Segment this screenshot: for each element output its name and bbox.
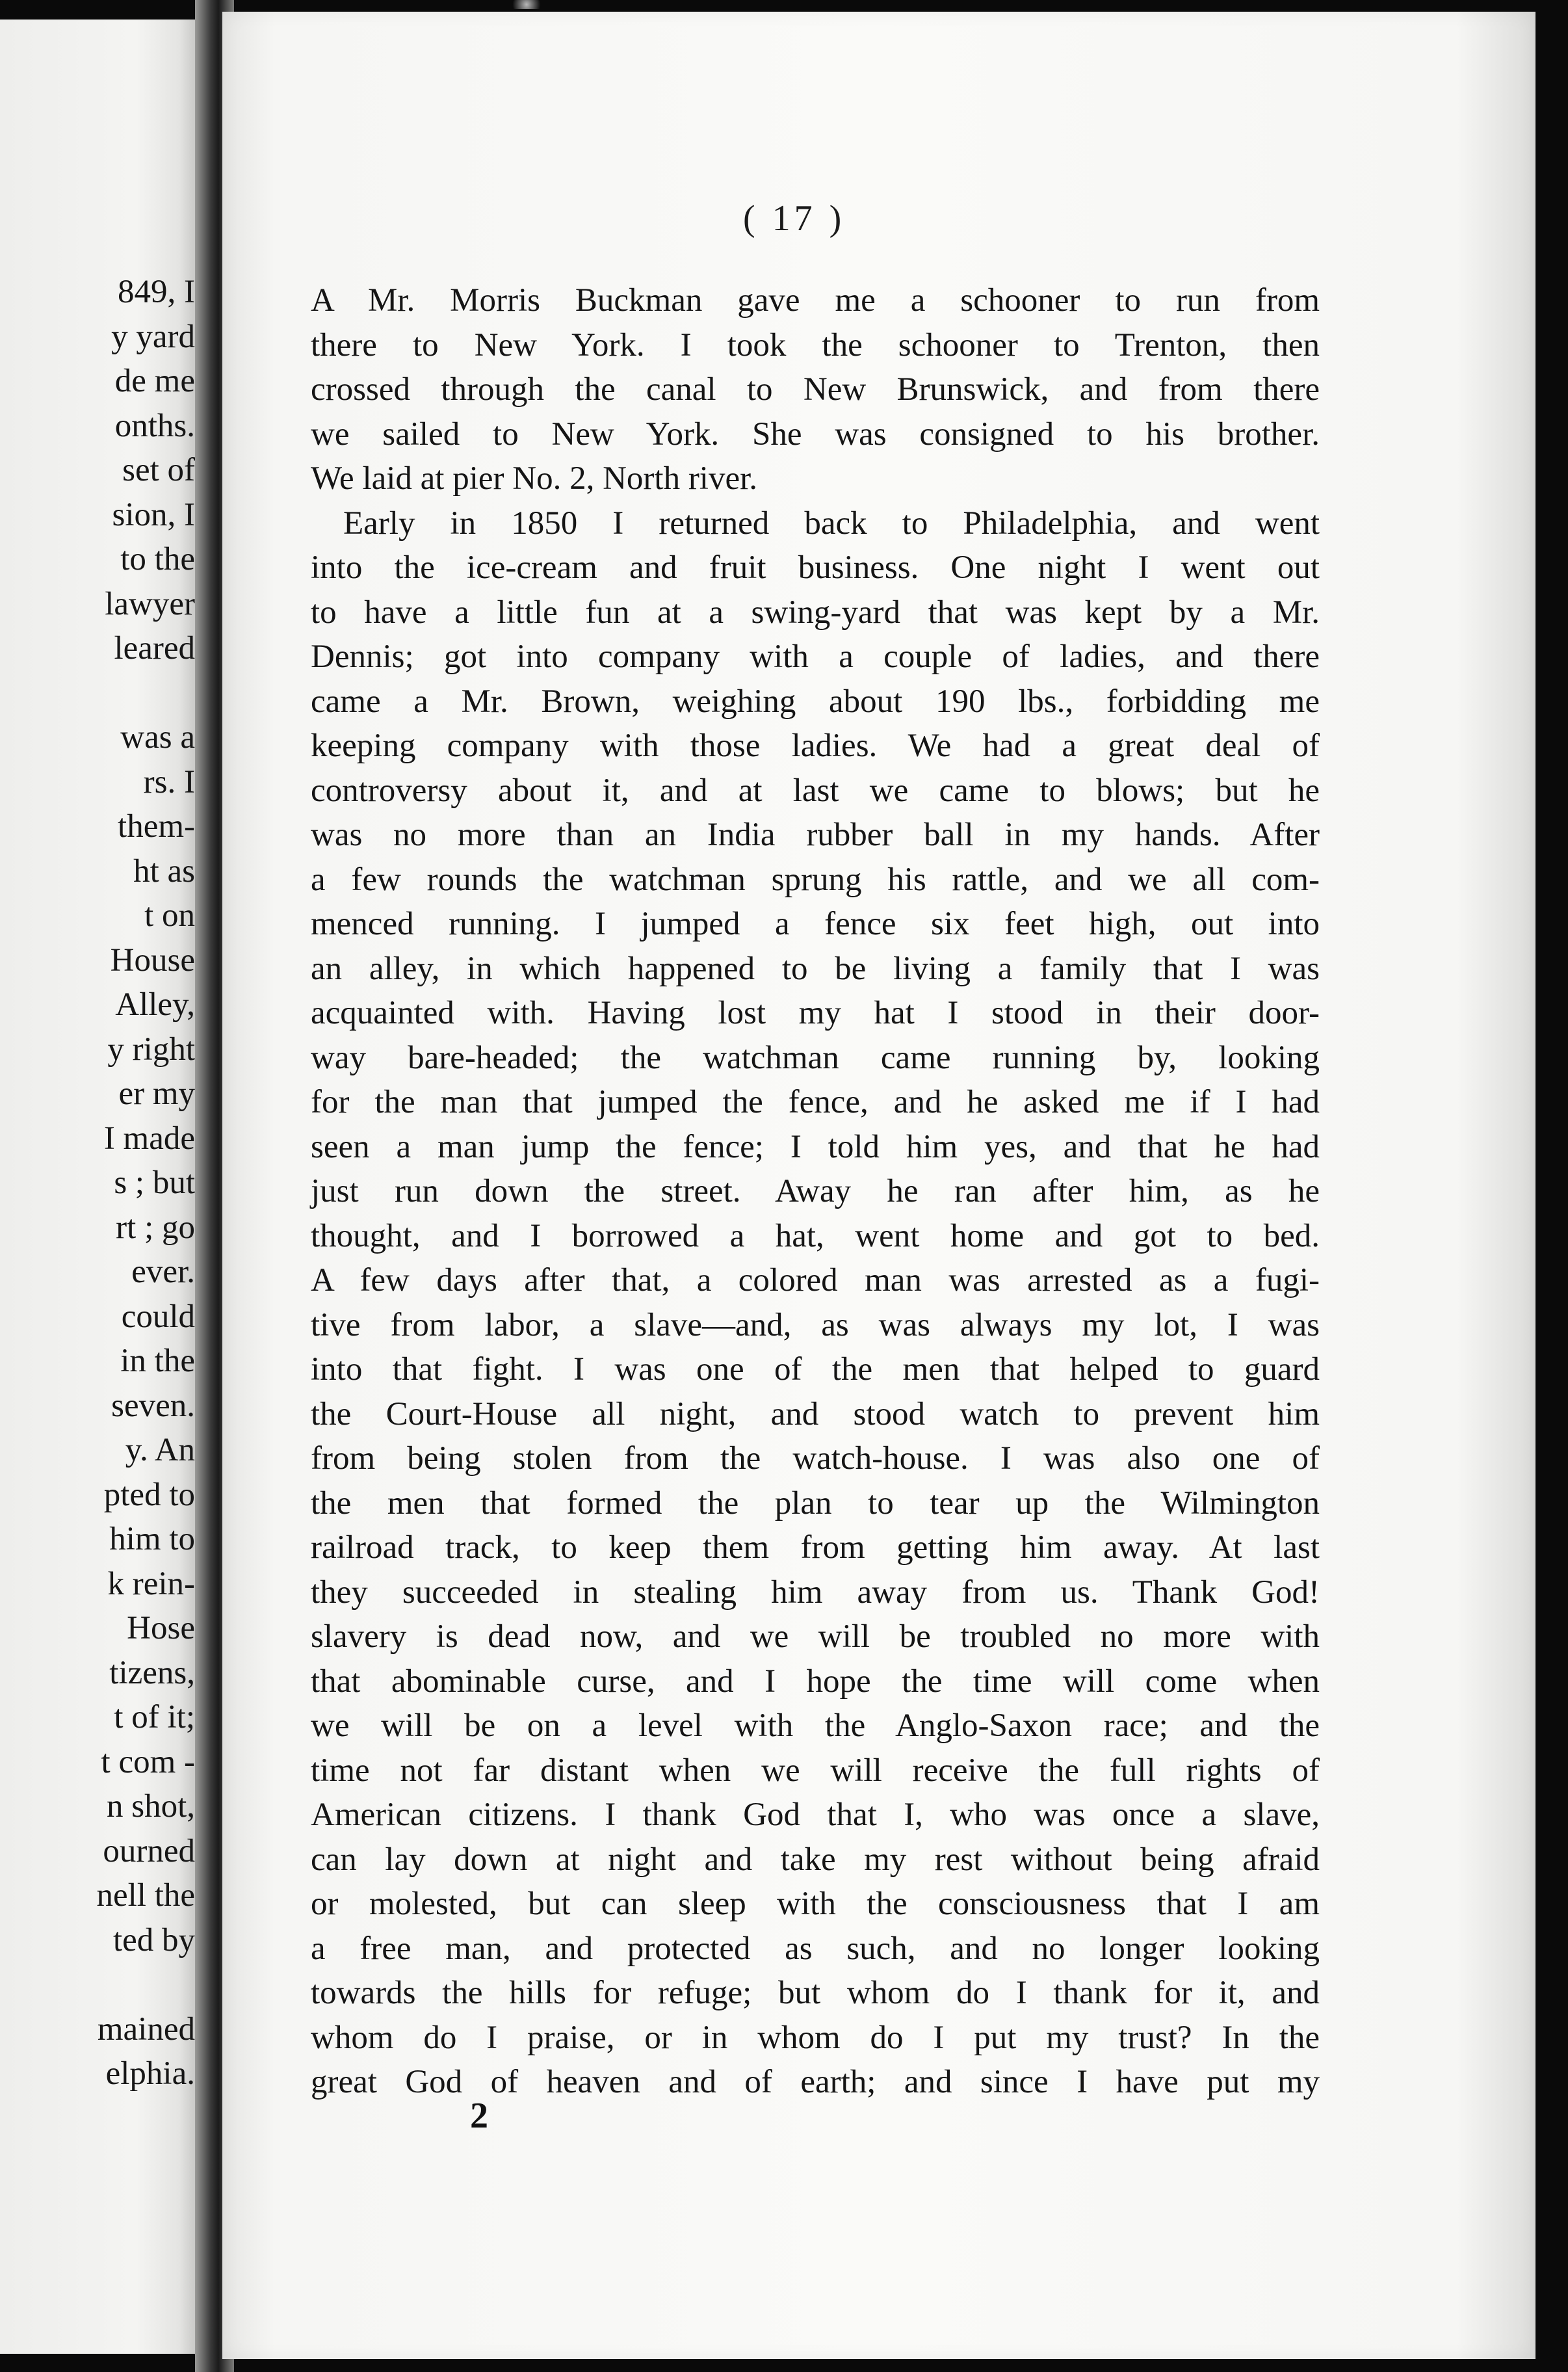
previous-page-line: t of it; (114, 1699, 195, 1735)
body-line: way bare-headed; the watchman came running by, looking (311, 1039, 1320, 1076)
body-line: tive from labor, a slave—and, as was always my lot, I was (311, 1306, 1320, 1343)
body-line: into the ice-cream and fruit business. One night I went out (311, 549, 1320, 586)
body-line: for the man that jumped the fence, and he asked me if I had (311, 1084, 1320, 1120)
body-line: that abominable curse, and I hope the time will come when (311, 1663, 1320, 1700)
body-line: the Court-House all night, and stood watch to prevent him (311, 1395, 1320, 1432)
previous-page-line: was a (120, 719, 195, 756)
body-line: a free man, and protected as such, and no longer looking (311, 1930, 1320, 1967)
previous-page-line: set of (122, 452, 195, 488)
body-line: there to New York. I took the schooner to Trenton, then (311, 326, 1320, 363)
body-line: Dennis; got into company with a couple of ladies, and there (311, 639, 1320, 675)
previous-page-line: them- (118, 808, 195, 845)
previous-page-line: 849, I (118, 274, 195, 310)
previous-page-line: ourned (103, 1832, 195, 1869)
previous-page-line: leared (114, 630, 195, 666)
body-line: acquainted with. Having lost my hat I stood in their door- (311, 995, 1320, 1031)
body-line: we will be on a level with the Anglo-Saxon race; and the (311, 1707, 1320, 1744)
previous-page-line: lawyer (105, 585, 195, 622)
previous-page-line: in the (120, 1343, 195, 1379)
body-line: an alley, in which happened to be living a family that I was (311, 950, 1320, 987)
previous-page-line: k rein- (107, 1565, 195, 1602)
previous-page-line: t on (144, 897, 195, 934)
previous-page-line: s ; but (114, 1165, 195, 1201)
previous-page-line: could (121, 1298, 195, 1335)
previous-page-line: mained (97, 2010, 195, 2048)
previous-page-line: sion, I (112, 496, 195, 533)
previous-page-line: ever. (131, 1254, 195, 1290)
body-line: to have a little fun at a swing-yard that was kept by a Mr. (311, 594, 1320, 631)
body-line: thought, and I borrowed a hat, went home and got to bed. (311, 1217, 1320, 1254)
previous-page-line: to the (120, 541, 195, 577)
previous-page-line: onths. (114, 407, 195, 444)
body-line: great God of heaven and of earth; and since I have put my (311, 2064, 1320, 2100)
previous-page-line: t com - (101, 1743, 195, 1780)
body-line: Early in 1850 I returned back to Philadelphia, and went (343, 505, 1320, 542)
page-body-text (311, 278, 1320, 2105)
previous-page-line: Hose (127, 1610, 195, 1646)
previous-page-line: n shot, (106, 1788, 195, 1825)
body-line: American citizens. I thank God that I, who was once a slave, (311, 1797, 1320, 1833)
previous-page-line: y right (107, 1031, 195, 1068)
body-line: towards the hills for refuge; but whom do I thank for it, and (311, 1975, 1320, 2011)
previous-page-text (96, 270, 195, 2096)
page-number: ( 17 ) (743, 198, 846, 239)
body-line: a few rounds the watchman sprung his rattle, and we all com- (311, 861, 1320, 898)
previous-page-line: de me (114, 363, 195, 399)
body-line: time not far distant when we will receive the full rights of (311, 1752, 1320, 1789)
body-line: crossed through the canal to New Brunswick, and from there (311, 371, 1320, 408)
body-line: can lay down at night and take my rest without being afraid (311, 1841, 1320, 1878)
body-line: just run down the street. Away he ran after him, as he (311, 1173, 1320, 1209)
body-line: We laid at pier No. 2, North river. (311, 460, 758, 497)
previous-page-line: seven. (111, 1387, 195, 1424)
previous-page-line: tizens, (109, 1654, 195, 1691)
previous-page-line: y. An (125, 1432, 195, 1468)
previous-page-line: him to (109, 1521, 195, 1557)
body-line: railroad track, to keep them from getting him away. At last (311, 1529, 1320, 1566)
body-line: we sailed to New York. She was consigned to his brother. (311, 415, 1320, 453)
scan-speck (507, 0, 546, 9)
body-line: was no more than an India rubber ball in my hands. After (311, 817, 1320, 853)
body-line: seen a man jump the fence; I told him yes, and that he had (311, 1128, 1320, 1165)
previous-page-line: ted by (112, 1921, 195, 1958)
body-line: they succeeded in stealing him away from us. Thank God! (311, 1574, 1320, 1611)
body-line: came a Mr. Brown, weighing about 190 lbs., forbidding me (311, 683, 1320, 720)
body-line: whom do I praise, or in whom do I put my trust? In the (311, 2019, 1320, 2056)
body-line: from being stolen from the watch-house. I was also one of (311, 1440, 1320, 1477)
body-line: A few days after that, a colored man was arrested as a fugi- (311, 1262, 1320, 1298)
body-line: the men that formed the plan to tear up the Wilmington (311, 1484, 1320, 1522)
body-line: keeping company with those ladies. We had a great deal of (311, 728, 1320, 764)
body-line: slavery is dead now, and we will be troubled no more with (311, 1618, 1320, 1655)
body-line: controversy about it, and at last we came to blows; but he (311, 772, 1320, 809)
body-line: A Mr. Morris Buckman gave me a schooner to run from (311, 282, 1320, 319)
previous-page-line: pted to (103, 1476, 195, 1513)
body-line: or molested, but can sleep with the consciousness that I am (311, 1886, 1320, 1922)
previous-page-line: I made (103, 1120, 195, 1157)
previous-page-line (96, 1962, 195, 2007)
previous-page-line: er my (118, 1075, 195, 1112)
previous-page-line: rs. I (143, 763, 195, 800)
previous-page-edge (0, 20, 195, 2354)
previous-page-line: rt ; go (116, 1209, 195, 1246)
previous-page-line: House (110, 942, 195, 979)
previous-page-line: Alley, (115, 986, 195, 1023)
body-line: menced running. I jumped a fence six feet high, out into (311, 906, 1320, 942)
printer-signature-mark: 2 (470, 2096, 488, 2136)
previous-page-line: ht as (133, 852, 195, 890)
previous-page-line: elphia. (105, 2055, 195, 2092)
body-line: into that fight. I was one of the men that helped to guard (311, 1351, 1320, 1388)
previous-page-line: nell the (96, 1877, 195, 1914)
previous-page-line: y yard (111, 318, 195, 355)
previous-page-line (96, 671, 195, 716)
